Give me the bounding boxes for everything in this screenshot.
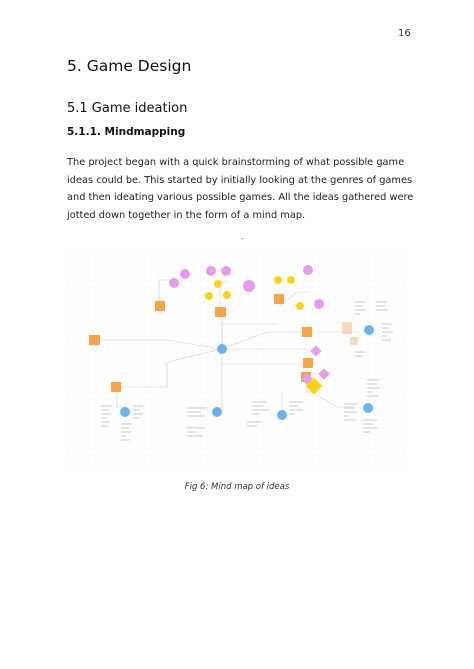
page-number: 16 xyxy=(398,28,411,39)
grid-background xyxy=(67,252,407,467)
mind-map-figure xyxy=(67,252,407,467)
body-paragraph: The project began with a quick brainstorming of what possible game ideas could be. This started by initially looking at the genres of games and then ideating various possible games. All the ideas gathered were jotted down together in the form of a mind map. xyxy=(67,157,414,222)
figure-caption: Fig 6: Mind map of ideas xyxy=(184,482,290,492)
mind-map-image xyxy=(67,252,407,467)
section-heading: 5.1 Game ideation xyxy=(67,101,188,116)
chapter-heading: 5. Game Design xyxy=(67,57,192,75)
figure-dot: . xyxy=(241,232,244,241)
subsection-heading: 5.1.1. Mindmapping xyxy=(67,126,186,138)
